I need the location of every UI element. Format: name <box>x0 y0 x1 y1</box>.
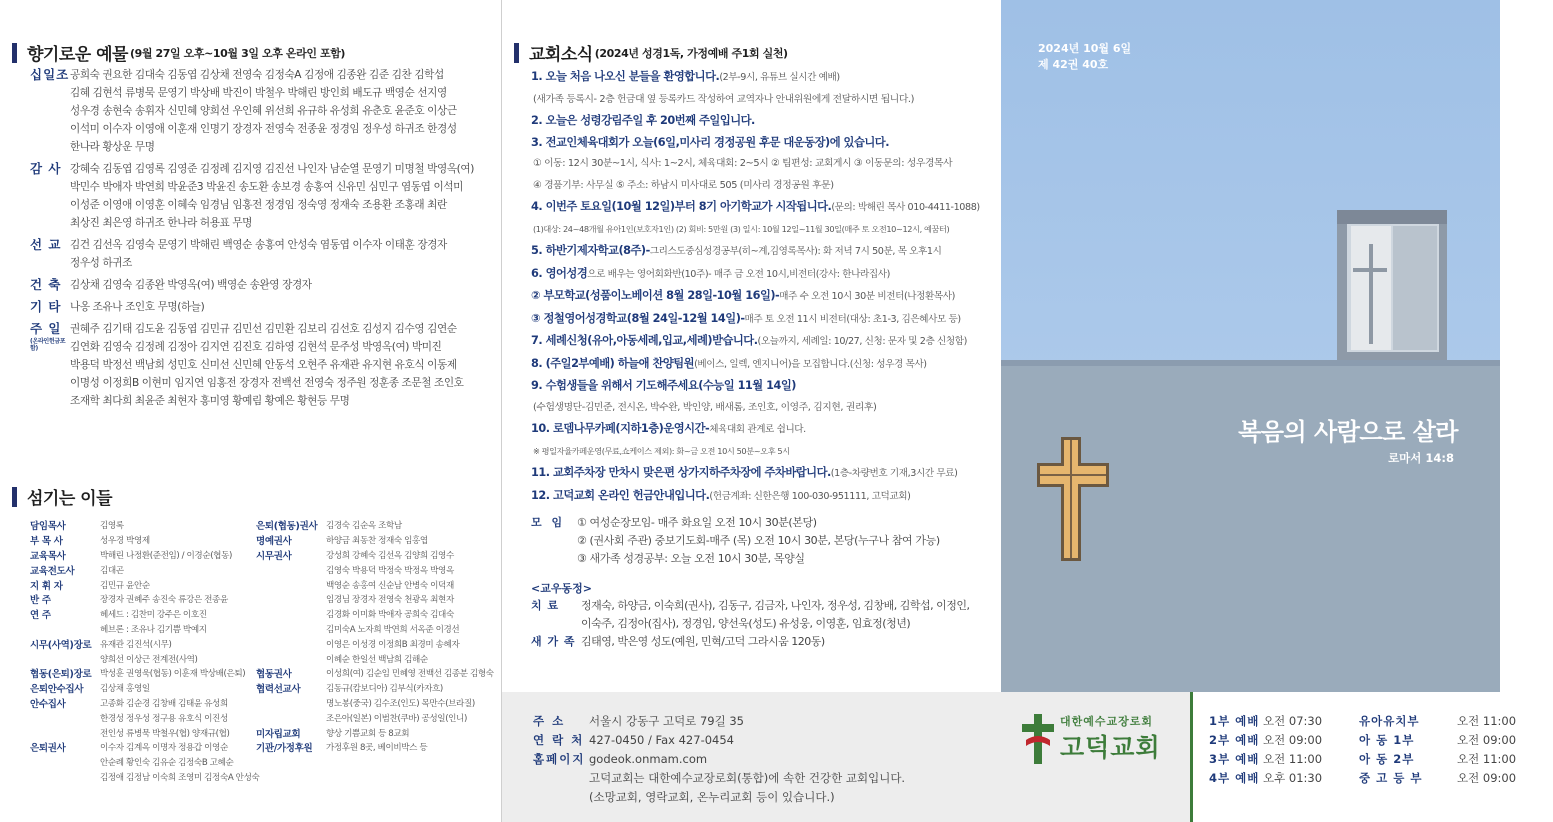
staff-role: 기관/가정후원 <box>256 743 313 755</box>
congregation-news-names: 정재숙, 하양금, 이숙희(권사), 김동구, 김금자, 나인자, 정우성, 김창배, 김학섭, 이정인, <box>581 599 970 612</box>
news-item-title: 12. 고덕교회 온라인 헌금안내입니다. <box>531 488 710 502</box>
news-item-title: 8. (주일2부예배) 하늘애 찬양팀원 <box>531 356 695 370</box>
staff-row <box>256 562 496 577</box>
staff-row <box>256 710 496 725</box>
staff-names: 임경님 장경자 전영숙 천광옥 최현자 <box>326 595 454 606</box>
offering-names <box>70 276 498 294</box>
staff-row <box>256 636 496 651</box>
offering-names <box>70 320 498 410</box>
news-item-title: 7. 세례신청(유아,아동세례,입교,세례)받습니다. <box>531 334 758 347</box>
news-item-detail: 체육대회 관계로 쉽니다. <box>709 424 806 435</box>
department-time: 오전 09:00 <box>1457 733 1517 747</box>
staff-row <box>30 681 256 696</box>
contact-info <box>533 712 905 807</box>
congregation-news-row <box>531 597 999 615</box>
offering-names-line: 조재학 최다희 최윤준 최현자 홍미영 황예림 황예은 황현등 무명 <box>70 395 350 407</box>
news-title: 교회소식 <box>529 45 593 65</box>
news-item-title: 6. 영어성경 <box>531 266 588 280</box>
offering-names <box>70 236 498 272</box>
service-time: 오전 09:00 <box>1263 733 1323 747</box>
staff-column-right <box>256 518 496 755</box>
staff-role: 지 휘 자 <box>30 580 63 592</box>
offering-category-label: 기 타 <box>30 299 62 314</box>
offering-names-line: 이석미 이수자 이영애 이훈재 인명기 장경자 전영숙 전종윤 정경임 정우성 하귀조 한경성 <box>70 123 457 135</box>
staff-role: 은퇴(협동)권사 <box>256 521 318 533</box>
offering-group <box>30 298 498 316</box>
staff-names: 김미숙A 노자희 박연희 서옥준 이경선 <box>326 624 460 635</box>
congregation-news <box>531 580 999 651</box>
phone-label: 연 락 처 <box>533 733 585 747</box>
staff-row <box>30 622 256 637</box>
congregation-news-label: 새 가 족 <box>531 635 576 648</box>
staff-row <box>256 696 496 711</box>
denomination-name: 대한예수교장로회 <box>1060 715 1154 728</box>
offering-names-line: 나옹 조유나 조인호 무명(하늘) <box>70 301 205 313</box>
staff-row <box>256 533 496 548</box>
meeting-label: 모 임 <box>531 516 566 529</box>
heading-bar <box>514 43 519 63</box>
news-item-title: ③ 정철영어성경학교(8월 24일-12월 14일)- <box>531 311 745 325</box>
offering-group <box>30 66 498 156</box>
staff-role: 교육전도사 <box>30 565 75 577</box>
staff-role: 은퇴권사 <box>30 743 66 755</box>
service-name: 4부 예배 <box>1209 771 1260 785</box>
bulletin-issue: 제 42권 40호 <box>1038 58 1109 71</box>
heading-bar <box>12 43 17 63</box>
news-item-detail: 매주 수 오전 10시 30분 비전터(나정환목사) <box>779 291 955 302</box>
staff-names: 이혜순 한일선 백남희 김해순 <box>326 654 428 665</box>
news-item <box>531 240 999 263</box>
news-item <box>531 330 999 353</box>
staff-row <box>30 755 256 770</box>
news-item-title: ② 부모학교(성품이노베이션 8월 28일-10월 16일)- <box>531 289 780 302</box>
website-label: 홈페이지 <box>533 752 586 766</box>
staff-row <box>30 607 256 622</box>
staff-names: 김상채 홍영일 <box>100 684 150 695</box>
news-item-detail: 그리스도중심성경공부(히~계,김영록목사): 화 저녁 7시 50분, 목 오후1시 <box>649 246 942 257</box>
congregation-news-heading: <교우동정> <box>531 582 592 595</box>
offerings-list <box>30 66 498 414</box>
staff-row <box>30 666 256 681</box>
schedule-row <box>1209 750 1553 769</box>
staff-names: 강성희 강혜숙 김선옥 김양희 김영수 <box>326 550 454 561</box>
staff-row <box>256 607 496 622</box>
church-info-footer <box>502 692 1517 822</box>
cover-photo <box>1001 0 1500 692</box>
phone-row <box>533 731 905 750</box>
cross-logo-icon <box>1020 714 1056 764</box>
staff-names: 명노봉(중국) 김수조(인도) 목만수(브라질) <box>326 698 475 709</box>
news-item <box>531 132 999 154</box>
service-time: 오전 07:30 <box>1263 714 1323 728</box>
staff-names: 백영순 송홍여 신순남 안병숙 이덕재 <box>326 580 454 591</box>
news-item-note: (수험생명단-김민준, 전시온, 박수완, 박인양, 배새롬, 조인호, 이영주, 김지현, 권리후) <box>533 401 877 413</box>
news-item-note: (새가족 등록시- 2층 헌금대 옆 등록카드 작성하여 교역자나 안내위원에게 전달하시면 됩니다.) <box>533 93 915 105</box>
news-item <box>531 263 999 286</box>
congregation-news-names: 김태영, 박은영 성도(예원, 민혁/고덕 그라시움 120동) <box>581 635 825 648</box>
church-description-2: (소망교회, 영락교회, 온누리교회 등이 있습니다.) <box>589 790 835 804</box>
staff-row <box>30 592 256 607</box>
staff-names: 성우경 박영제 <box>100 536 150 547</box>
offering-category-label: 십일조 <box>30 67 70 82</box>
staff-names: 김영록 <box>100 521 124 532</box>
news-item-title: 9. 수험생들을 위해서 기도해주세요(수능일 11월 14일) <box>531 379 796 392</box>
address-label: 주 소 <box>533 714 566 728</box>
desc-row <box>533 769 905 788</box>
offering-group <box>30 236 498 272</box>
department-time: 오전 11:00 <box>1457 752 1517 766</box>
news-item-note: ④ 경품기부: 사무실 ⑤ 주소: 하남시 미사대로 505 (미사리 경정공원 후문) <box>533 179 834 191</box>
congregation-news-row <box>531 615 999 633</box>
staff-role: 명예권사 <box>256 536 292 548</box>
staff-role: 은퇴안수집사 <box>30 684 84 696</box>
staff-row <box>30 562 256 577</box>
offering-category <box>30 236 70 272</box>
offering-category-label: 감 사 <box>30 161 62 176</box>
staff-role: 반 주 <box>30 595 51 607</box>
staff-row <box>30 710 256 725</box>
congregation-news-label <box>531 615 581 633</box>
staff-role: 안수집사 <box>30 698 66 710</box>
offering-names <box>70 160 498 232</box>
staff-row <box>256 651 496 666</box>
offering-names <box>70 66 498 156</box>
news-subtitle: (2024년 성경1독, 가정예배 주1회 실천) <box>594 46 788 60</box>
offerings-page <box>0 0 502 822</box>
staff-row <box>256 666 496 681</box>
offering-names-line: 성우경 송현숙 송휘자 신민혜 양희선 우인혜 위선희 유규하 유성희 유춘호 윤준호 이상근 <box>70 105 457 117</box>
staff-row <box>256 548 496 563</box>
staff-row <box>30 770 260 785</box>
staff-names: 가정후원 8곳, 베이비박스 등 <box>326 743 428 754</box>
staff-names: 김경숙 김순옥 조학남 <box>326 521 402 532</box>
offering-category <box>30 276 70 294</box>
church-logo <box>1020 710 1180 766</box>
department-name: 아 동 1부 <box>1359 733 1415 747</box>
staff-role: 시무권사 <box>256 550 292 562</box>
offering-names-line: 공희숙 권요한 김대숙 김동엽 김상채 전영숙 김정숙A 김정애 김종완 김준 김찬 김학섭 <box>70 69 444 81</box>
offering-group <box>30 160 498 232</box>
contact-panel <box>502 692 1190 822</box>
website-row <box>533 750 905 769</box>
staff-row <box>30 696 256 711</box>
staff-names: 장경자 권혜주 송진숙 류강은 전종윤 <box>100 595 228 606</box>
congregation-news-names: 이숙주, 김정아(집사), 정경임, 양선욱(성도) 유성웅, 이영훈, 임효정(청년) <box>581 617 911 630</box>
staff-names: 김동규(캄보디아) 김부식(카자흐) <box>326 684 443 695</box>
news-item-detail: (헌금계좌: 신한은행 100-030-951111, 고덕교회) <box>709 490 911 502</box>
staff-row <box>256 592 496 607</box>
news-item-title: 10. 로뎀나무카페(지하1층)운영시간- <box>531 422 710 435</box>
offering-names-line: 이명성 이정희B 이현미 임지연 임홍전 장경자 전백선 전영숙 정주원 정훈종 조문철 조인호 <box>70 377 464 389</box>
staff-names: 이수자 김계옥 이명자 정용갑 이영순 <box>100 743 228 754</box>
staff-names: 조은아(일본) 이범찬(쿠바) 공성일(인니) <box>326 713 467 724</box>
staff-role: 시무(사역)장로 <box>30 639 92 651</box>
news-item-title: 1. 오늘 처음 나오신 분들을 환영합니다. <box>531 70 720 83</box>
offering-category <box>30 298 70 316</box>
staff-names: 박해린 나정환(준전임) / 이경순(협동) <box>100 550 232 561</box>
news-item-title: 11. 교회주차장 만차시 맞은편 상가지하주차장에 주차바랍니다. <box>531 466 831 479</box>
congregation-news-row <box>531 633 999 651</box>
offering-category <box>30 66 70 156</box>
offering-group <box>30 320 498 410</box>
staff-row <box>30 651 256 666</box>
news-item-title: 3. 전교인체육대회가 오늘(6일,미사리 경정공원 후문 대운동장)에 있습니다. <box>531 135 889 149</box>
staff-row <box>256 518 496 533</box>
staff-row <box>30 577 256 592</box>
offering-names-line: 정우성 하귀조 <box>70 257 132 269</box>
offering-names-line: 권혜주 김기태 김도윤 김동엽 김민규 김민선 김민환 김보리 김선호 김성지 김수영 김연순 <box>70 323 457 335</box>
worship-schedule <box>1190 692 1517 822</box>
service-name: 2부 예배 <box>1209 733 1260 747</box>
church-name: 고덕교회 <box>1060 733 1161 762</box>
phone-value: 427-0450 / Fax 427-0454 <box>589 733 734 747</box>
news-item-detail: 으로 배우는 영어회화반(10주)- 매주 금 오전 10시,비전터(강사: 한나라집사) <box>587 268 890 280</box>
cover-title: 복음의 사람으로 살라 <box>1238 418 1458 446</box>
staff-names: 향상 기쁨교회 등 8교회 <box>326 728 410 739</box>
offering-names-line: 박용덕 박정선 백남희 성민호 신미선 신민혜 안동석 오현주 유재관 유지현 유호식 이동제 <box>70 359 457 371</box>
offering-names <box>70 298 498 316</box>
news-item-detail: (오늘까지, 세례일: 10/27, 신청: 문자 및 2층 신청함) <box>757 336 967 347</box>
news-item <box>531 418 999 441</box>
news-item-note: (1)대상: 24~48개월 유아1인(보호자1인) (2) 회비: 5만원 (3) 일시: 10월 12일~11월 30일(매주 토 오전10~12시, 예꿈터) <box>533 223 950 234</box>
meeting-text: ③ 새가족 성경공부: 오늘 오전 10시 30분, 목양실 <box>577 552 805 565</box>
congregation-news-label: 치 료 <box>531 599 560 612</box>
department-name: 중 고 등 부 <box>1359 771 1423 785</box>
news-item <box>531 462 999 485</box>
offering-names-line: 김연화 김영숙 김정례 김정아 김지연 김진호 김하영 김현석 문주성 박영옥(여) 박미진 <box>70 341 442 353</box>
news-item <box>531 285 999 308</box>
church-building-illustration <box>1001 0 1500 692</box>
staff-names: 헤브론 : 조유나 김기쁨 박예지 <box>100 624 207 635</box>
staff-names: 하양금 최동찬 정재숙 임홍엽 <box>326 536 428 547</box>
staff-row <box>30 533 256 548</box>
staff-row <box>256 577 496 592</box>
news-item-title: 5. 하반기제자학교(8주)- <box>531 244 650 257</box>
service-time: 오후 01:30 <box>1263 771 1323 785</box>
staff-names: 양희선 이상근 전계전(사역) <box>100 654 198 665</box>
staff-role: 협동(은퇴)장로 <box>30 669 92 681</box>
staff-row <box>256 725 496 740</box>
meeting-label <box>531 550 577 568</box>
offerings-title: 향기로운 예물 <box>27 45 128 65</box>
staff-role: 부 목 사 <box>30 536 63 548</box>
website-link[interactable]: godeok.onmam.com <box>589 752 708 766</box>
offering-names-line: 박민수 박애자 박연희 박윤준3 박윤진 송도환 송보경 송홍여 신유민 심민구 염동엽 이석미 <box>70 181 463 193</box>
offering-category-note: (온라인헌금포함) <box>30 338 66 352</box>
offering-category <box>30 320 70 410</box>
news-item-detail: 매주 토 오전 11시 비전터(대상: 초1-3, 김은혜사모 등) <box>744 313 961 325</box>
staff-row <box>256 681 496 696</box>
staff-names: 유재관 김진석(시무) <box>100 639 172 650</box>
desc-row-2 <box>533 788 905 807</box>
staff-names: 박성훈 권영욱(협동) 이훈재 박상배(은퇴) <box>100 669 246 680</box>
staff-row <box>30 518 256 533</box>
staff-row <box>30 548 256 563</box>
staff-names: 고종화 김순경 김창배 김태윤 유성희 <box>100 698 228 709</box>
service-name: 1부 예배 <box>1209 714 1260 728</box>
address-value: 서울시 강동구 고덕로 79길 35 <box>589 714 744 728</box>
service-time: 오전 11:00 <box>1263 752 1323 766</box>
offering-category-label: 건 축 <box>30 277 62 292</box>
meeting-text: ② (권사회 주관) 중보기도회-매주 (목) 오전 10시 30분, 본당(누구나 참여 가능) <box>577 534 940 547</box>
offering-group <box>30 276 498 294</box>
offering-category-label: 주 일 <box>30 321 62 336</box>
meeting-row <box>531 550 999 568</box>
offering-names-line: 김건 김선옥 김영숙 문영기 박해린 백영순 송홍여 안성숙 염동엽 이수자 이태훈 장경자 <box>70 239 447 251</box>
staff-names: 헤세드 : 김찬미 강주은 이호진 <box>100 610 207 621</box>
offering-names-line: 강혜숙 김동엽 김영록 김영준 김정례 김지영 김진선 나인자 남순열 문영기 미명철 박영옥(여) <box>70 163 474 175</box>
staff-role: 교육목사 <box>30 550 66 562</box>
news-item-detail: (베이스, 일렉, 엔지니어)을 모집합니다.(신청: 성우경 목사) <box>694 358 927 370</box>
news-heading <box>514 40 788 65</box>
meeting-row <box>531 514 999 532</box>
staff-names: 안순례 황인숙 김유순 김정숙B 고혜순 <box>100 758 234 769</box>
news-item-note: ※ 평일자율카페운영(무료,쇼케이스 제외): 화~금 오전 10시 50분~오후 5시 <box>533 445 790 456</box>
staff-role: 협동권사 <box>256 669 292 681</box>
staff-names: 김민규 윤안순 <box>100 580 150 591</box>
news-item <box>531 110 999 132</box>
news-item <box>531 66 999 89</box>
bulletin-date: 2024년 10월 6일 <box>1038 42 1132 55</box>
staff-row <box>256 622 496 637</box>
staff-names: 김대곤 <box>100 565 124 576</box>
news-item-note: ① 이동: 12시 30분~1시, 식사: 1~2시, 체육대회: 2~5시 ② 팀편성: 교회게시 ③ 이동문의: 성우경목사 <box>533 158 953 169</box>
meetings <box>531 514 999 568</box>
news-item <box>531 308 999 331</box>
news-item-detail: (문의: 박해린 목사 010-4411-1088) <box>831 202 980 213</box>
department-time: 오전 11:00 <box>1457 714 1517 728</box>
offering-names-line: 이성준 이영애 이영훈 이혜숙 임경님 임홍전 정경임 정숙영 정재숙 조용환 조홍래 최란 <box>70 199 447 211</box>
staff-title: 섬기는 이들 <box>27 489 113 509</box>
staff-row <box>30 636 256 651</box>
staff-names: 전인성 류병묵 박철우(협) 양재규(협) <box>100 728 230 739</box>
news-list <box>531 66 999 507</box>
offering-names-line: 최상진 최은영 하귀조 한나라 허용표 무명 <box>70 217 253 229</box>
staff-role: 담임목사 <box>30 521 66 533</box>
staff-names: 한경성 정우성 정구용 유호식 이진성 <box>100 713 228 724</box>
service-name: 3부 예배 <box>1209 752 1260 766</box>
staff-heading <box>12 484 112 509</box>
staff-names: 김정애 김정남 이숙희 조영미 김정숙A 안성숙 <box>100 772 260 783</box>
staff-row <box>256 740 496 755</box>
offering-category <box>30 160 70 232</box>
offering-names-line: 한나라 황상운 무명 <box>70 141 155 153</box>
staff-row <box>30 740 256 755</box>
offering-names-line: 김혜 김현석 류병묵 문영기 박상배 박진이 박철우 박해린 방인희 배도규 백영순 선지영 <box>70 87 447 99</box>
news-item <box>531 375 999 397</box>
meeting-row <box>531 532 999 550</box>
offering-names-line: 김상채 김영숙 김종완 박영옥(여) 백영순 송완영 장경자 <box>70 279 312 291</box>
staff-role: 연 주 <box>30 610 51 622</box>
schedule-row <box>1209 712 1553 731</box>
offerings-heading <box>12 40 345 65</box>
staff-names: 김영숙 박용덕 박정숙 박정옥 박영옥 <box>326 565 454 576</box>
meeting-label <box>531 532 577 550</box>
church-description: 고덕교회는 대한예수교장로회(통합)에 속한 건강한 교회입니다. <box>589 771 906 785</box>
staff-role: 협력선교사 <box>256 684 301 696</box>
news-item-detail: (2부-9시, 유튜브 실시간 예배) <box>719 72 840 83</box>
news-item <box>531 485 999 508</box>
address-row <box>533 712 905 731</box>
heading-bar <box>12 487 17 507</box>
cover-verse: 로마서 14:8 <box>1388 451 1454 465</box>
staff-names: 이영은 이성경 이정희B 최경미 송혜자 <box>326 639 460 650</box>
meeting-text: ① 여성순장모임- 매주 화요일 오전 10시 30분(본당) <box>577 516 817 529</box>
news-item-detail: (1층-차량번호 기재,3시간 무료) <box>830 468 958 479</box>
schedule-row <box>1209 769 1553 788</box>
offering-category-label: 선 교 <box>30 237 62 252</box>
schedule-table <box>1209 712 1553 788</box>
news-item-title: 2. 오늘은 성령강림주일 후 20번째 주일입니다. <box>531 114 755 127</box>
department-time: 오전 09:00 <box>1457 771 1517 785</box>
staff-names: 이성희(여) 김순임 민혜영 전백선 김종분 김형숙 <box>326 669 494 680</box>
news-item <box>531 196 999 219</box>
staff-column-left <box>30 518 260 784</box>
schedule-row <box>1209 731 1553 750</box>
news-item-title: 4. 이번주 토요일(10월 12일)부터 8기 아기학교가 시작됩니다. <box>531 200 832 213</box>
staff-row <box>30 725 256 740</box>
department-name: 아 동 2부 <box>1359 752 1415 766</box>
news-item <box>531 353 999 376</box>
offerings-subtitle: (9월 27일 오후~10월 3일 오후 온라인 포함) <box>129 46 346 60</box>
staff-names: 김경화 이미화 박애자 공희숙 김대숙 <box>326 610 454 621</box>
department-name: 유아유치부 <box>1359 714 1420 728</box>
staff-role: 미자립교회 <box>256 728 301 740</box>
